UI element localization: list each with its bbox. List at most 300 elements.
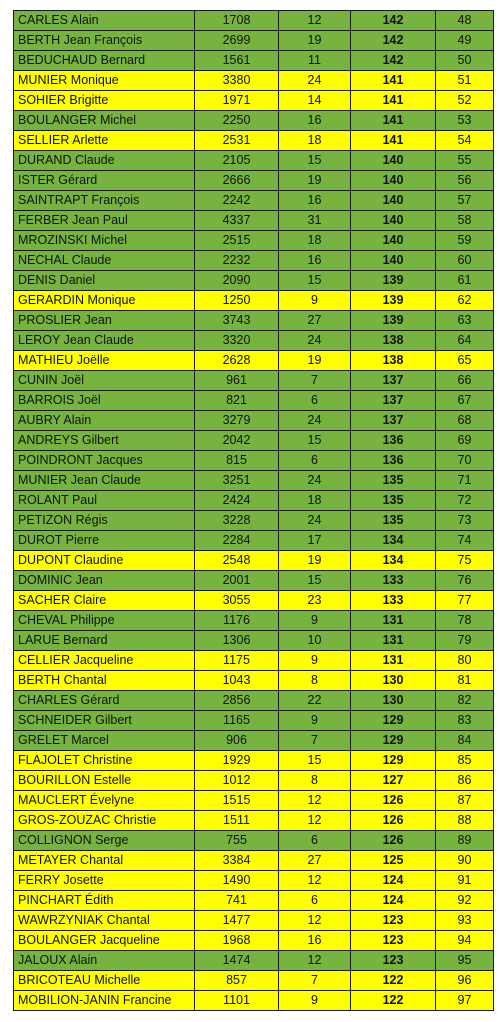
table-row [14, 971, 494, 991]
player-name-cell: LARUE Bernard [14, 631, 195, 651]
rank-cell: 70 [436, 451, 494, 471]
table-row [14, 931, 494, 951]
total-points-cell: 3251 [195, 471, 279, 491]
table-row [14, 851, 494, 871]
rank-cell: 87 [436, 791, 494, 811]
player-name-cell: BOURILLON Estelle [14, 771, 195, 791]
total-points-cell: 815 [195, 451, 279, 471]
rank-cell: 77 [436, 591, 494, 611]
player-name-cell: CUNIN Joël [14, 371, 195, 391]
rank-cell: 55 [436, 151, 494, 171]
total-points-cell: 2232 [195, 251, 279, 271]
table-row [14, 671, 494, 691]
table-row [14, 631, 494, 651]
table-row [14, 611, 494, 631]
average-score-cell: 140 [351, 231, 436, 251]
average-score-cell: 124 [351, 871, 436, 891]
player-name-cell: GERARDIN Monique [14, 291, 195, 311]
player-name-cell: DENIS Daniel [14, 271, 195, 291]
average-score-cell: 141 [351, 71, 436, 91]
table-row [14, 591, 494, 611]
games-count-cell: 14 [279, 91, 351, 111]
games-count-cell: 9 [279, 291, 351, 311]
total-points-cell: 1490 [195, 871, 279, 891]
rank-cell: 81 [436, 671, 494, 691]
player-name-cell: PINCHART Édith [14, 891, 195, 911]
games-count-cell: 12 [279, 11, 351, 31]
rank-cell: 69 [436, 431, 494, 451]
average-score-cell: 126 [351, 831, 436, 851]
average-score-cell: 122 [351, 991, 436, 1011]
table-row [14, 11, 494, 31]
games-count-cell: 12 [279, 911, 351, 931]
total-points-cell: 2628 [195, 351, 279, 371]
player-name-cell: CARLES Alain [14, 11, 195, 31]
table-row [14, 451, 494, 471]
average-score-cell: 136 [351, 451, 436, 471]
games-count-cell: 16 [279, 111, 351, 131]
games-count-cell: 7 [279, 371, 351, 391]
rank-cell: 53 [436, 111, 494, 131]
average-score-cell: 129 [351, 731, 436, 751]
average-score-cell: 141 [351, 131, 436, 151]
rank-cell: 97 [436, 991, 494, 1011]
player-name-cell: MUNIER Monique [14, 71, 195, 91]
player-name-cell: SACHER Claire [14, 591, 195, 611]
total-points-cell: 1474 [195, 951, 279, 971]
player-name-cell: DUROT Pierre [14, 531, 195, 551]
total-points-cell: 2284 [195, 531, 279, 551]
player-name-cell: GROS-ZOUZAC Christie [14, 811, 195, 831]
average-score-cell: 135 [351, 491, 436, 511]
player-name-cell: DURAND Claude [14, 151, 195, 171]
average-score-cell: 125 [351, 851, 436, 871]
player-name-cell: BRICOTEAU Michelle [14, 971, 195, 991]
games-count-cell: 19 [279, 351, 351, 371]
table-row [14, 351, 494, 371]
rank-cell: 94 [436, 931, 494, 951]
player-name-cell: SAINTRAPT François [14, 191, 195, 211]
player-name-cell: LEROY Jean Claude [14, 331, 195, 351]
player-name-cell: JALOUX Alain [14, 951, 195, 971]
rank-cell: 76 [436, 571, 494, 591]
games-count-cell: 31 [279, 211, 351, 231]
average-score-cell: 135 [351, 471, 436, 491]
player-name-cell: PETIZON Régis [14, 511, 195, 531]
table-row [14, 31, 494, 51]
games-count-cell: 12 [279, 791, 351, 811]
average-score-cell: 122 [351, 971, 436, 991]
rank-cell: 51 [436, 71, 494, 91]
average-score-cell: 140 [351, 171, 436, 191]
table-row [14, 791, 494, 811]
average-score-cell: 138 [351, 331, 436, 351]
games-count-cell: 7 [279, 971, 351, 991]
average-score-cell: 139 [351, 271, 436, 291]
total-points-cell: 2856 [195, 691, 279, 711]
table-row [14, 811, 494, 831]
average-score-cell: 131 [351, 651, 436, 671]
games-count-cell: 15 [279, 571, 351, 591]
games-count-cell: 6 [279, 451, 351, 471]
total-points-cell: 821 [195, 391, 279, 411]
player-name-cell: PROSLIER Jean [14, 311, 195, 331]
rank-cell: 48 [436, 11, 494, 31]
total-points-cell: 2548 [195, 551, 279, 571]
average-score-cell: 140 [351, 211, 436, 231]
table-row [14, 291, 494, 311]
average-score-cell: 137 [351, 371, 436, 391]
player-name-cell: COLLIGNON Serge [14, 831, 195, 851]
rank-cell: 93 [436, 911, 494, 931]
games-count-cell: 12 [279, 811, 351, 831]
total-points-cell: 906 [195, 731, 279, 751]
table-row [14, 371, 494, 391]
average-score-cell: 142 [351, 11, 436, 31]
average-score-cell: 123 [351, 931, 436, 951]
table-row [14, 231, 494, 251]
rank-cell: 56 [436, 171, 494, 191]
rank-cell: 75 [436, 551, 494, 571]
games-count-cell: 27 [279, 851, 351, 871]
total-points-cell: 2666 [195, 171, 279, 191]
table-row [14, 411, 494, 431]
total-points-cell: 1929 [195, 751, 279, 771]
games-count-cell: 8 [279, 671, 351, 691]
rank-cell: 54 [436, 131, 494, 151]
total-points-cell: 2001 [195, 571, 279, 591]
total-points-cell: 2105 [195, 151, 279, 171]
table-row [14, 51, 494, 71]
player-name-cell: DOMINIC Jean [14, 571, 195, 591]
total-points-cell: 1968 [195, 931, 279, 951]
rank-cell: 85 [436, 751, 494, 771]
games-count-cell: 18 [279, 491, 351, 511]
games-count-cell: 23 [279, 591, 351, 611]
rank-cell: 96 [436, 971, 494, 991]
games-count-cell: 6 [279, 891, 351, 911]
table-row [14, 191, 494, 211]
rank-cell: 90 [436, 851, 494, 871]
total-points-cell: 3279 [195, 411, 279, 431]
player-name-cell: BARROIS Joël [14, 391, 195, 411]
average-score-cell: 140 [351, 191, 436, 211]
average-score-cell: 127 [351, 771, 436, 791]
player-name-cell: ROLANT Paul [14, 491, 195, 511]
table-row [14, 551, 494, 571]
average-score-cell: 137 [351, 411, 436, 431]
rank-cell: 73 [436, 511, 494, 531]
total-points-cell: 1515 [195, 791, 279, 811]
table-row [14, 171, 494, 191]
average-score-cell: 140 [351, 151, 436, 171]
games-count-cell: 19 [279, 551, 351, 571]
total-points-cell: 2424 [195, 491, 279, 511]
games-count-cell: 18 [279, 231, 351, 251]
average-score-cell: 130 [351, 691, 436, 711]
average-score-cell: 139 [351, 311, 436, 331]
total-points-cell: 3228 [195, 511, 279, 531]
player-name-cell: MROZINSKI Michel [14, 231, 195, 251]
games-count-cell: 11 [279, 51, 351, 71]
player-name-cell: MATHIEU Joëlle [14, 351, 195, 371]
total-points-cell: 2515 [195, 231, 279, 251]
table-row [14, 991, 494, 1011]
player-name-cell: CHARLES Gérard [14, 691, 195, 711]
games-count-cell: 15 [279, 751, 351, 771]
table-row [14, 651, 494, 671]
total-points-cell: 1971 [195, 91, 279, 111]
player-name-cell: MUNIER Jean Claude [14, 471, 195, 491]
rank-cell: 89 [436, 831, 494, 851]
rank-cell: 57 [436, 191, 494, 211]
player-name-cell: ISTER Gérard [14, 171, 195, 191]
table-row [14, 211, 494, 231]
total-points-cell: 755 [195, 831, 279, 851]
games-count-cell: 9 [279, 991, 351, 1011]
total-points-cell: 3055 [195, 591, 279, 611]
total-points-cell: 2042 [195, 431, 279, 451]
table-row [14, 911, 494, 931]
games-count-cell: 9 [279, 711, 351, 731]
player-name-cell: FERBER Jean Paul [14, 211, 195, 231]
table-row [14, 831, 494, 851]
table-row [14, 691, 494, 711]
games-count-cell: 19 [279, 171, 351, 191]
rank-cell: 62 [436, 291, 494, 311]
rank-cell: 83 [436, 711, 494, 731]
average-score-cell: 130 [351, 671, 436, 691]
rank-cell: 63 [436, 311, 494, 331]
total-points-cell: 2250 [195, 111, 279, 131]
ranking-table-body [14, 11, 494, 1011]
total-points-cell: 1176 [195, 611, 279, 631]
player-name-cell: MAUCLERT Évelyne [14, 791, 195, 811]
player-name-cell: MOBILION-JANIN Francine [14, 991, 195, 1011]
rank-cell: 84 [436, 731, 494, 751]
average-score-cell: 133 [351, 591, 436, 611]
total-points-cell: 1477 [195, 911, 279, 931]
table-row [14, 891, 494, 911]
rank-cell: 86 [436, 771, 494, 791]
table-row [14, 111, 494, 131]
table-row [14, 431, 494, 451]
total-points-cell: 1175 [195, 651, 279, 671]
rank-cell: 72 [436, 491, 494, 511]
rank-cell: 71 [436, 471, 494, 491]
total-points-cell: 2242 [195, 191, 279, 211]
table-row [14, 771, 494, 791]
rank-cell: 52 [436, 91, 494, 111]
table-row [14, 711, 494, 731]
rank-cell: 65 [436, 351, 494, 371]
player-name-cell: CELLIER Jacqueline [14, 651, 195, 671]
average-score-cell: 131 [351, 611, 436, 631]
rank-cell: 92 [436, 891, 494, 911]
table-row [14, 151, 494, 171]
rank-cell: 61 [436, 271, 494, 291]
rank-cell: 68 [436, 411, 494, 431]
player-name-cell: BEDUCHAUD Bernard [14, 51, 195, 71]
rank-cell: 64 [436, 331, 494, 351]
player-name-cell: FERRY Josette [14, 871, 195, 891]
total-points-cell: 1511 [195, 811, 279, 831]
table-row [14, 951, 494, 971]
total-points-cell: 3384 [195, 851, 279, 871]
table-row [14, 71, 494, 91]
ranking-table [13, 10, 494, 1011]
average-score-cell: 142 [351, 51, 436, 71]
player-name-cell: BERTH Chantal [14, 671, 195, 691]
average-score-cell: 126 [351, 791, 436, 811]
games-count-cell: 18 [279, 131, 351, 151]
total-points-cell: 3320 [195, 331, 279, 351]
games-count-cell: 15 [279, 271, 351, 291]
average-score-cell: 141 [351, 91, 436, 111]
player-name-cell: BOULANGER Jacqueline [14, 931, 195, 951]
total-points-cell: 961 [195, 371, 279, 391]
games-count-cell: 6 [279, 831, 351, 851]
average-score-cell: 126 [351, 811, 436, 831]
player-name-cell: GRELET Marcel [14, 731, 195, 751]
total-points-cell: 1043 [195, 671, 279, 691]
games-count-cell: 24 [279, 471, 351, 491]
rank-cell: 58 [436, 211, 494, 231]
rank-cell: 79 [436, 631, 494, 651]
total-points-cell: 3743 [195, 311, 279, 331]
games-count-cell: 15 [279, 431, 351, 451]
total-points-cell: 4337 [195, 211, 279, 231]
games-count-cell: 9 [279, 651, 351, 671]
player-name-cell: SOHIER Brigitte [14, 91, 195, 111]
total-points-cell: 1708 [195, 11, 279, 31]
rank-cell: 60 [436, 251, 494, 271]
player-name-cell: POINDRONT Jacques [14, 451, 195, 471]
total-points-cell: 857 [195, 971, 279, 991]
player-name-cell: ANDREYS Gilbert [14, 431, 195, 451]
rank-cell: 66 [436, 371, 494, 391]
rank-cell: 91 [436, 871, 494, 891]
games-count-cell: 16 [279, 251, 351, 271]
total-points-cell: 741 [195, 891, 279, 911]
average-score-cell: 139 [351, 291, 436, 311]
player-name-cell: NECHAL Claude [14, 251, 195, 271]
games-count-cell: 16 [279, 931, 351, 951]
games-count-cell: 19 [279, 31, 351, 51]
table-row [14, 571, 494, 591]
games-count-cell: 22 [279, 691, 351, 711]
table-row [14, 491, 494, 511]
table-row [14, 311, 494, 331]
total-points-cell: 1250 [195, 291, 279, 311]
table-row [14, 471, 494, 491]
total-points-cell: 1561 [195, 51, 279, 71]
total-points-cell: 2090 [195, 271, 279, 291]
player-name-cell: AUBRY Alain [14, 411, 195, 431]
table-row [14, 731, 494, 751]
average-score-cell: 124 [351, 891, 436, 911]
player-name-cell: METAYER Chantal [14, 851, 195, 871]
games-count-cell: 24 [279, 511, 351, 531]
average-score-cell: 133 [351, 571, 436, 591]
games-count-cell: 24 [279, 71, 351, 91]
rank-cell: 80 [436, 651, 494, 671]
total-points-cell: 2699 [195, 31, 279, 51]
rank-cell: 82 [436, 691, 494, 711]
games-count-cell: 15 [279, 151, 351, 171]
average-score-cell: 134 [351, 551, 436, 571]
average-score-cell: 136 [351, 431, 436, 451]
average-score-cell: 140 [351, 251, 436, 271]
rank-cell: 49 [436, 31, 494, 51]
rank-cell: 78 [436, 611, 494, 631]
player-name-cell: BERTH Jean François [14, 31, 195, 51]
table-row [14, 531, 494, 551]
table-row [14, 871, 494, 891]
games-count-cell: 6 [279, 391, 351, 411]
table-row [14, 251, 494, 271]
average-score-cell: 123 [351, 911, 436, 931]
rank-cell: 67 [436, 391, 494, 411]
player-name-cell: DUPONT Claudine [14, 551, 195, 571]
rank-cell: 59 [436, 231, 494, 251]
total-points-cell: 3380 [195, 71, 279, 91]
table-row [14, 131, 494, 151]
total-points-cell: 1165 [195, 711, 279, 731]
total-points-cell: 1012 [195, 771, 279, 791]
games-count-cell: 7 [279, 731, 351, 751]
average-score-cell: 131 [351, 631, 436, 651]
average-score-cell: 129 [351, 751, 436, 771]
average-score-cell: 134 [351, 531, 436, 551]
games-count-cell: 9 [279, 611, 351, 631]
average-score-cell: 123 [351, 951, 436, 971]
games-count-cell: 12 [279, 951, 351, 971]
table-row [14, 751, 494, 771]
rank-cell: 74 [436, 531, 494, 551]
games-count-cell: 17 [279, 531, 351, 551]
player-name-cell: SCHNEIDER Gilbert [14, 711, 195, 731]
table-row [14, 331, 494, 351]
total-points-cell: 1101 [195, 991, 279, 1011]
rank-cell: 50 [436, 51, 494, 71]
player-name-cell: WAWRZYNIAK Chantal [14, 911, 195, 931]
games-count-cell: 16 [279, 191, 351, 211]
average-score-cell: 142 [351, 31, 436, 51]
player-name-cell: BOULANGER Michel [14, 111, 195, 131]
games-count-cell: 24 [279, 411, 351, 431]
rank-cell: 88 [436, 811, 494, 831]
average-score-cell: 138 [351, 351, 436, 371]
player-name-cell: FLAJOLET Christine [14, 751, 195, 771]
rank-cell: 95 [436, 951, 494, 971]
average-score-cell: 135 [351, 511, 436, 531]
average-score-cell: 129 [351, 711, 436, 731]
player-name-cell: SELLIER Arlette [14, 131, 195, 151]
table-row [14, 511, 494, 531]
player-name-cell: CHEVAL Philippe [14, 611, 195, 631]
total-points-cell: 2531 [195, 131, 279, 151]
games-count-cell: 24 [279, 331, 351, 351]
average-score-cell: 137 [351, 391, 436, 411]
table-row [14, 91, 494, 111]
games-count-cell: 10 [279, 631, 351, 651]
games-count-cell: 8 [279, 771, 351, 791]
total-points-cell: 1306 [195, 631, 279, 651]
table-row [14, 391, 494, 411]
games-count-cell: 12 [279, 871, 351, 891]
average-score-cell: 141 [351, 111, 436, 131]
